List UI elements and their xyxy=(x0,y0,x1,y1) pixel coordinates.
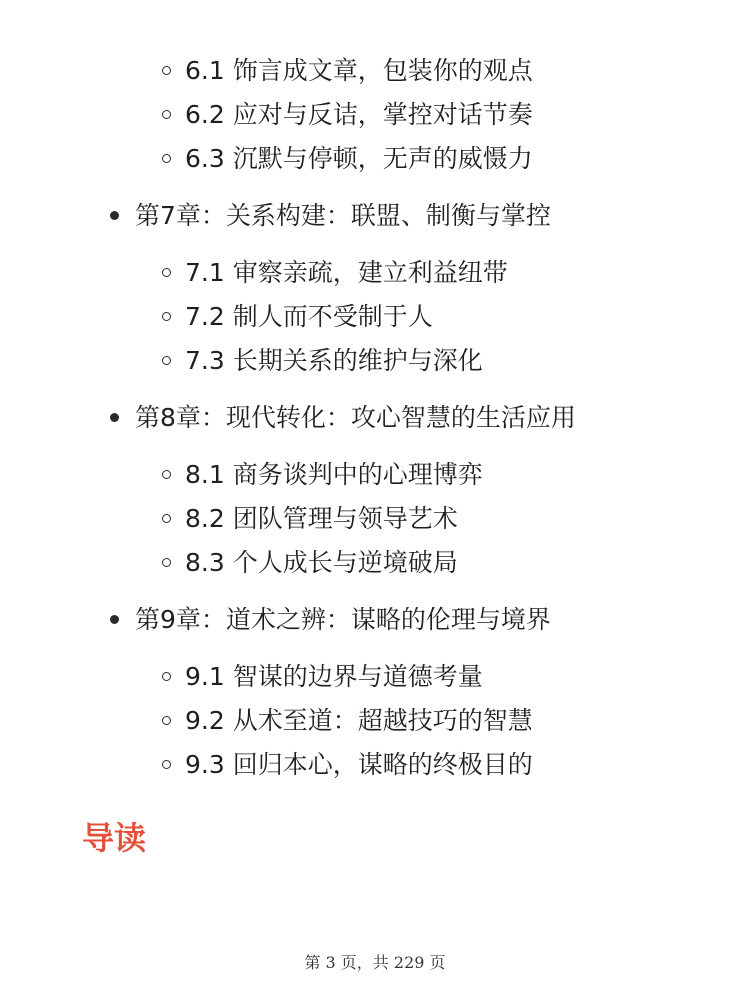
toc-item-label: 9.2 从术至道：超越技巧的智慧 xyxy=(185,706,533,735)
toc-chapter-label: 第9章：道术之辨：谋略的伦理与境界 xyxy=(135,605,551,634)
toc-item-8-3[interactable] xyxy=(162,548,458,578)
toc-chapter-label: 第8章：现代转化：攻心智慧的生活应用 xyxy=(135,403,576,432)
page-number-footer: 第 3 页，共 229 页 xyxy=(304,953,446,972)
toc-item-6-2[interactable] xyxy=(162,100,533,130)
toc-item-label: 8.3 个人成长与逆境破局 xyxy=(185,548,458,577)
toc-item-label: 7.2 制人而不受制于人 xyxy=(185,302,433,331)
toc-item-label: 9.3 回归本心，谋略的终极目的 xyxy=(185,750,533,779)
section-heading: 导读 xyxy=(82,819,147,857)
solid-bullet-icon xyxy=(110,615,119,624)
toc-item-9-2[interactable] xyxy=(162,706,533,736)
hollow-bullet-icon xyxy=(162,514,171,523)
hollow-bullet-icon xyxy=(162,66,171,75)
toc-item-8-2[interactable] xyxy=(162,504,458,534)
toc-item-7-3[interactable] xyxy=(162,346,483,376)
hollow-bullet-icon xyxy=(162,558,171,567)
toc-item-8-1[interactable] xyxy=(162,460,483,490)
toc-item-label: 6.1 饰言成文章，包装你的观点 xyxy=(185,56,533,85)
toc-item-9-1[interactable] xyxy=(162,662,483,692)
toc-item-7-1[interactable] xyxy=(162,258,508,288)
toc-item-9-3[interactable] xyxy=(162,750,533,780)
toc-item-label: 8.1 商务谈判中的心理博弈 xyxy=(185,460,483,489)
toc-item-label: 8.2 团队管理与领导艺术 xyxy=(185,504,458,533)
toc-item-label: 6.3 沉默与停顿，无声的威慑力 xyxy=(185,144,533,173)
hollow-bullet-icon xyxy=(162,716,171,725)
hollow-bullet-icon xyxy=(162,760,171,769)
hollow-bullet-icon xyxy=(162,312,171,321)
toc-item-6-1[interactable] xyxy=(162,56,533,86)
toc-item-label: 9.1 智谋的边界与道德考量 xyxy=(185,662,483,691)
toc-chapter-7[interactable] xyxy=(110,201,551,231)
hollow-bullet-icon xyxy=(162,154,171,163)
hollow-bullet-icon xyxy=(162,356,171,365)
solid-bullet-icon xyxy=(110,211,119,220)
toc-chapter-9[interactable] xyxy=(110,605,551,635)
toc-item-label: 7.1 审察亲疏，建立利益纽带 xyxy=(185,258,508,287)
toc-item-label: 7.3 长期关系的维护与深化 xyxy=(185,346,483,375)
hollow-bullet-icon xyxy=(162,268,171,277)
toc-chapter-label: 第7章：关系构建：联盟、制衡与掌控 xyxy=(135,201,551,230)
solid-bullet-icon xyxy=(110,413,119,422)
hollow-bullet-icon xyxy=(162,470,171,479)
toc-chapter-8[interactable] xyxy=(110,403,576,433)
toc-item-7-2[interactable] xyxy=(162,302,433,332)
toc-item-6-3[interactable] xyxy=(162,144,533,174)
toc-item-label: 6.2 应对与反诘，掌控对话节奏 xyxy=(185,100,533,129)
hollow-bullet-icon xyxy=(162,672,171,681)
hollow-bullet-icon xyxy=(162,110,171,119)
